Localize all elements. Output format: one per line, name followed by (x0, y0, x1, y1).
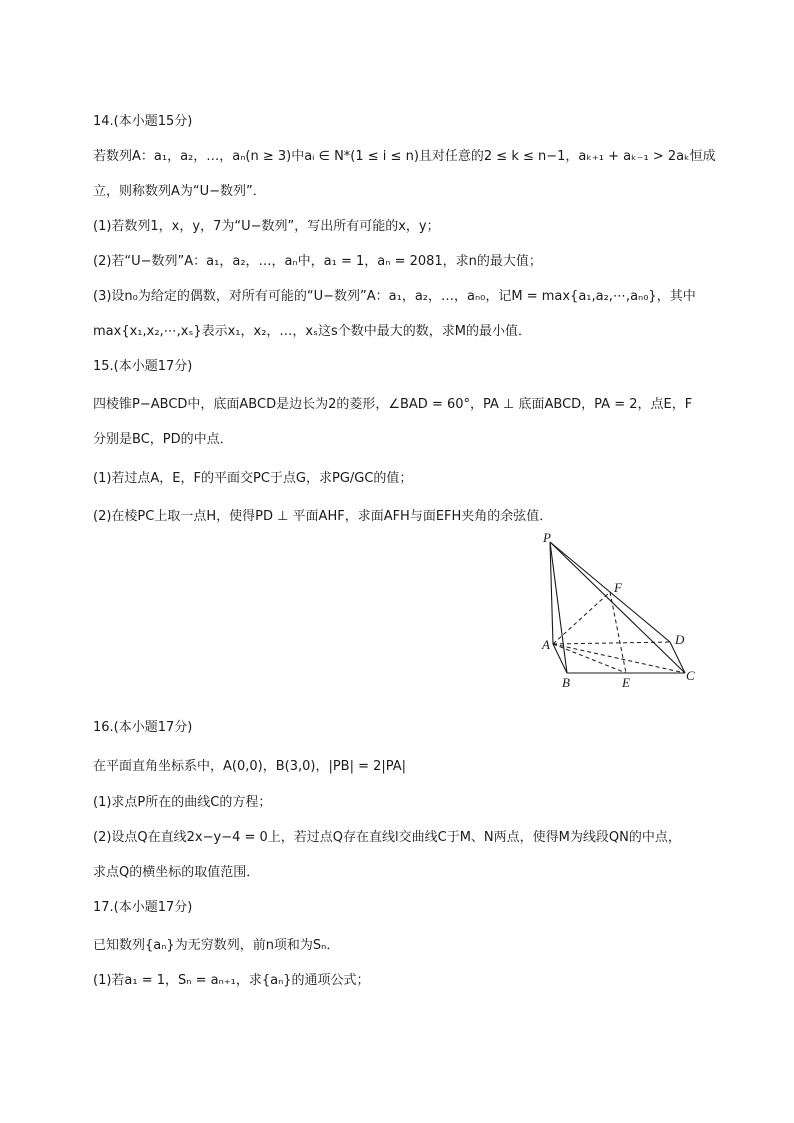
q14-part3-line1: (3)设n₀为给定的偶数，对所有可能的“U−数列”A：a₁，a₂，…，aₙ₀，记M = max{a₁,a₂,⋯,aₙ₀}，其中 (93, 289, 696, 304)
q16-part2-line2: 求点Q的横坐标的取值范围． (93, 865, 260, 880)
q15-part2: (2)在棱PC上取一点H，使得PD ⊥ 平面AHF，求面AFH与面EFH夹角的余弦值． (93, 509, 553, 524)
label-E: E (622, 675, 630, 690)
segment-FE (610, 592, 626, 673)
edge-PC (550, 542, 685, 673)
q15-header: 15.(本小题17分) (93, 359, 193, 374)
q16-stem: 在平面直角坐标系中，A(0,0)，B(3,0)，|PB| = 2|PA| (93, 759, 407, 774)
label-F: F (614, 580, 622, 595)
pyramid-figure (530, 528, 710, 693)
label-D: D (675, 632, 685, 647)
q14-stem-line1: 若数列A：a₁，a₂，…，aₙ(n ≥ 3)中aᵢ ∈ N*(1 ≤ i ≤ n)且对任意的2 ≤ k ≤ n−1，aₖ₊₁ + aₖ₋₁ > 2aₖ恒成 (93, 149, 716, 164)
edge-PB (550, 542, 567, 673)
label-C: C (686, 668, 695, 683)
label-A: A (542, 637, 550, 652)
label-B: B (562, 675, 570, 690)
edge-AD-hidden (553, 642, 670, 644)
label-P: P (543, 530, 551, 545)
q15-stem-line1: 四棱锥P−ABCD中，底面ABCD是边长为2的菱形，∠BAD = 60°，PA ⊥ 底面ABCD，PA = 2，点E，F (93, 397, 693, 412)
segment-AF (553, 592, 610, 644)
q14-part3-line2: max{x₁,x₂,⋯,xₛ}表示x₁，x₂，…，xₛ这s个数中最大的数，求M的最小值． (93, 324, 531, 339)
q14-header: 14.(本小题15分) (93, 114, 193, 129)
pyramid-diagram (530, 528, 710, 693)
q14-part1: (1)若数列1，x，y，7为“U−数列”，写出所有可能的x，y； (93, 219, 440, 234)
q15-part1: (1)若过点A，E，F的平面交PC于点G，求PG/GC的值； (93, 471, 413, 486)
q14-part2: (2)若“U−数列”A：a₁，a₂，…，aₙ中，a₁ = 1，aₙ = 2081，求n的最大值； (93, 254, 542, 269)
q16-part1: (1)求点P所在的曲线C的方程； (93, 795, 272, 810)
edge-AC-hidden (553, 644, 685, 673)
q16-part2-line1: (2)设点Q在直线2x−y−4 = 0上，若过点Q存在直线l交曲线C于M、N两点，使得M为线段QN的中点， (93, 830, 681, 845)
q14-stem-line2: 立，则称数列A为“U−数列”． (93, 184, 266, 199)
q17-stem: 已知数列{aₙ}为无穷数列，前n项和为Sₙ． (93, 938, 340, 953)
q15-stem-line2: 分别是BC，PD的中点． (93, 432, 233, 447)
q16-header: 16.(本小题17分) (93, 720, 193, 735)
q17-header: 17.(本小题17分) (93, 900, 193, 915)
q17-part1: (1)若a₁ = 1，Sₙ = aₙ₊₁，求{aₙ}的通项公式； (93, 973, 370, 988)
